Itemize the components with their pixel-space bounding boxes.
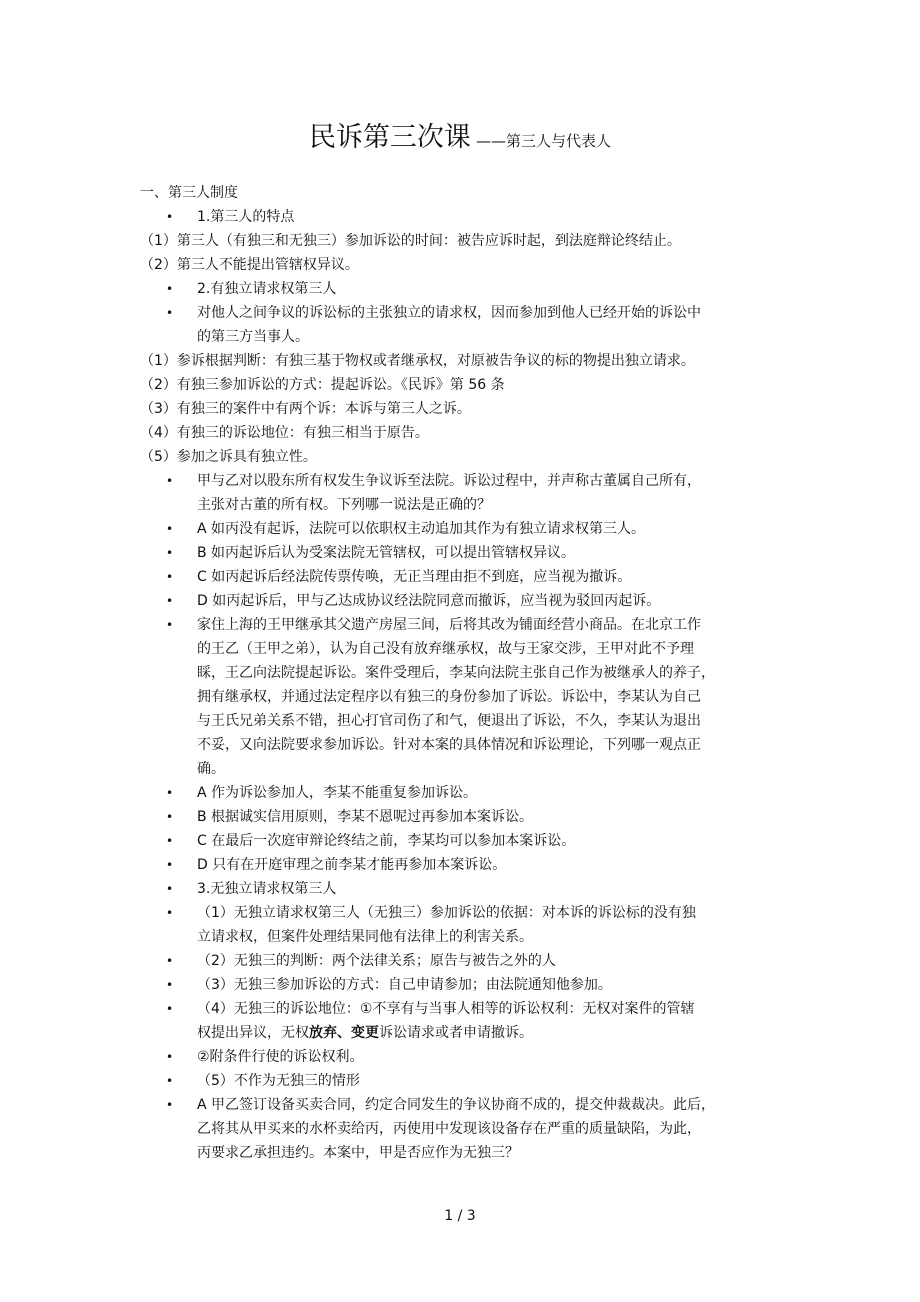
bullet-icon: •	[166, 786, 174, 800]
bullet-icon: •	[166, 858, 174, 872]
list-item: • 1.第三人的特点	[0, 205, 782, 229]
list-item: • A 如丙没有起诉，法院可以依职权主动追加其作为有独立请求权第三人。	[0, 517, 782, 541]
bullet-icon: •	[166, 1098, 174, 1112]
bullet-icon: •	[166, 954, 174, 968]
section-heading: 一、第三人制度	[140, 185, 238, 201]
bullet-icon: •	[166, 594, 174, 608]
list-item: • A 作为诉讼参加人，李某不能重复参加诉讼。	[0, 781, 782, 805]
title-subtitle: ——第三人与代表人	[476, 132, 612, 150]
bullet-icon: •	[166, 882, 174, 896]
page-title	[0, 118, 920, 161]
bullet-icon: •	[166, 978, 174, 992]
paragraph-line: （5）参加之诉具有独立性。	[140, 449, 317, 465]
bullet-icon: •	[166, 618, 174, 632]
list-item: • C 如丙起诉后经法院传票传唤，无正当理由拒不到庭，应当视为撤诉。	[0, 565, 782, 589]
list-item: • D 只有在开庭审理之前李某才能再参加本案诉讼。	[0, 853, 782, 877]
bullet-icon: •	[166, 282, 174, 296]
title-main: 民诉第三次课	[308, 122, 471, 153]
bullet-icon: •	[166, 522, 174, 536]
bullet-icon: •	[166, 306, 174, 320]
list-item: • B 根据诚实信用原则，李某不恩呢过再参加本案诉讼。	[0, 805, 782, 829]
page-number: 1 / 3	[444, 1208, 476, 1224]
paragraph-line: （1）参诉根据判断：有独三基于物权或者继承权，对原被告争议的标的物提出独立请求。	[140, 353, 695, 369]
emphasis-text: 放弃	[309, 1025, 337, 1041]
list-item: • C 在最后一次庭审辩论终结之前，李某均可以参加本案诉讼。	[0, 829, 782, 853]
paragraph-line: （2）有独三参加诉讼的方式：提起诉讼。《民诉》第 56 条	[140, 377, 505, 393]
list-item: • B 如丙起诉后认为受案法院无管辖权，可以提出管辖权异议。	[0, 541, 782, 565]
mixed-emphasis-line: 权提出异议，无权放弃、变更诉讼请求或者申请撤诉。	[197, 1025, 533, 1041]
list-item: • （4）无独三的诉讼地位：①不享有与当事人相等的诉讼权利：无权对案件的管辖 权提出异议，无权放弃、变更诉讼请求或者申请撤诉。	[0, 997, 782, 1045]
paragraph-line: （1）第三人（有独三和无独三）参加诉讼的时间：被告应诉时起，到法庭辩论终结止。	[140, 233, 681, 249]
bullet-icon: •	[166, 210, 174, 224]
bullet-icon: •	[166, 474, 174, 488]
bullet-icon: •	[166, 570, 174, 584]
list-item: • 3.无独立请求权第三人	[0, 877, 782, 901]
list-item: • （2）无独三的判断：两个法律关系；原告与被告之外的人	[0, 949, 782, 973]
bullet-icon: •	[166, 834, 174, 848]
bullet-icon: •	[166, 546, 174, 560]
document-body	[0, 181, 920, 1165]
bullet-icon: •	[166, 1050, 174, 1064]
list-item: • 对他人之间争议的诉讼标的主张独立的请求权，因而参加到他人已经开始的诉讼中 的第三方当事人。	[0, 301, 782, 349]
paragraph-line: （4）有独三的诉讼地位：有独三相当于原告。	[140, 425, 429, 441]
list-item: • （3）无独三参加诉讼的方式：自己申请参加；由法院通知他参加。	[0, 973, 782, 997]
bullet-icon: •	[166, 1002, 174, 1016]
list-item: • ②附条件行使的诉讼权利。	[0, 1045, 782, 1069]
list-item: • （5）不作为无独三的情形	[0, 1069, 782, 1093]
list-item: • A 甲乙签订设备买卖合同，约定合同发生的争议协商不成的，提交仲裁裁决。此后， 乙将其从甲买来的水杯卖给丙，丙使用中发现该设备存在严重的质量缺陷，为此， 丙要求乙承担违约。本案中，甲是否应作为无独三？	[0, 1093, 782, 1165]
bullet-icon: •	[166, 906, 174, 920]
list-item: • （1）无独立请求权第三人（无独三）参加诉讼的依据：对本诉的诉讼标的没有独 立请求权，但案件处理结果同他有法律上的利害关系。	[0, 901, 782, 949]
list-item: • D 如丙起诉后，甲与乙达成协议经法院同意而撤诉，应当视为驳回丙起诉。	[0, 589, 782, 613]
list-item: • 2.有独立请求权第三人	[0, 277, 782, 301]
bullet-icon: •	[166, 1074, 174, 1088]
paragraph-line: （2）第三人不能提出管辖权异议。	[140, 257, 359, 273]
paragraph-line: （3）有独三的案件中有两个诉：本诉与第三人之诉。	[140, 401, 471, 417]
list-item: • 家住上海的王甲继承其父遗产房屋三间，后将其改为铺面经营小商品。在北京工作 的王乙（王甲之弟），认为自己没有放弃继承权，故与王家交涉，王甲对此不予理 睬，王乙向法院提起诉讼。案件受理后，李某向法院主张自己作为被继承人的养子， 拥有继承权，并通过法定程序以有独三的身份参加了诉讼。诉讼中，李某认为自己 与王氏兄弟关系不错，担心打官司伤了和气，便退出了诉讼，不久，李某认为退出 不妥，又向法院要求参加诉讼。针对本案的具体情况和诉讼理论，下列哪一观点正 确。	[0, 613, 782, 781]
emphasis-text: 变更	[351, 1025, 379, 1041]
list-item: • 甲与乙对以股东所有权发生争议诉至法院。诉讼过程中，并声称古董属自己所有， 主张对古董的所有权。下列哪一说法是正确的？	[0, 469, 782, 517]
bullet-icon: •	[166, 810, 174, 824]
